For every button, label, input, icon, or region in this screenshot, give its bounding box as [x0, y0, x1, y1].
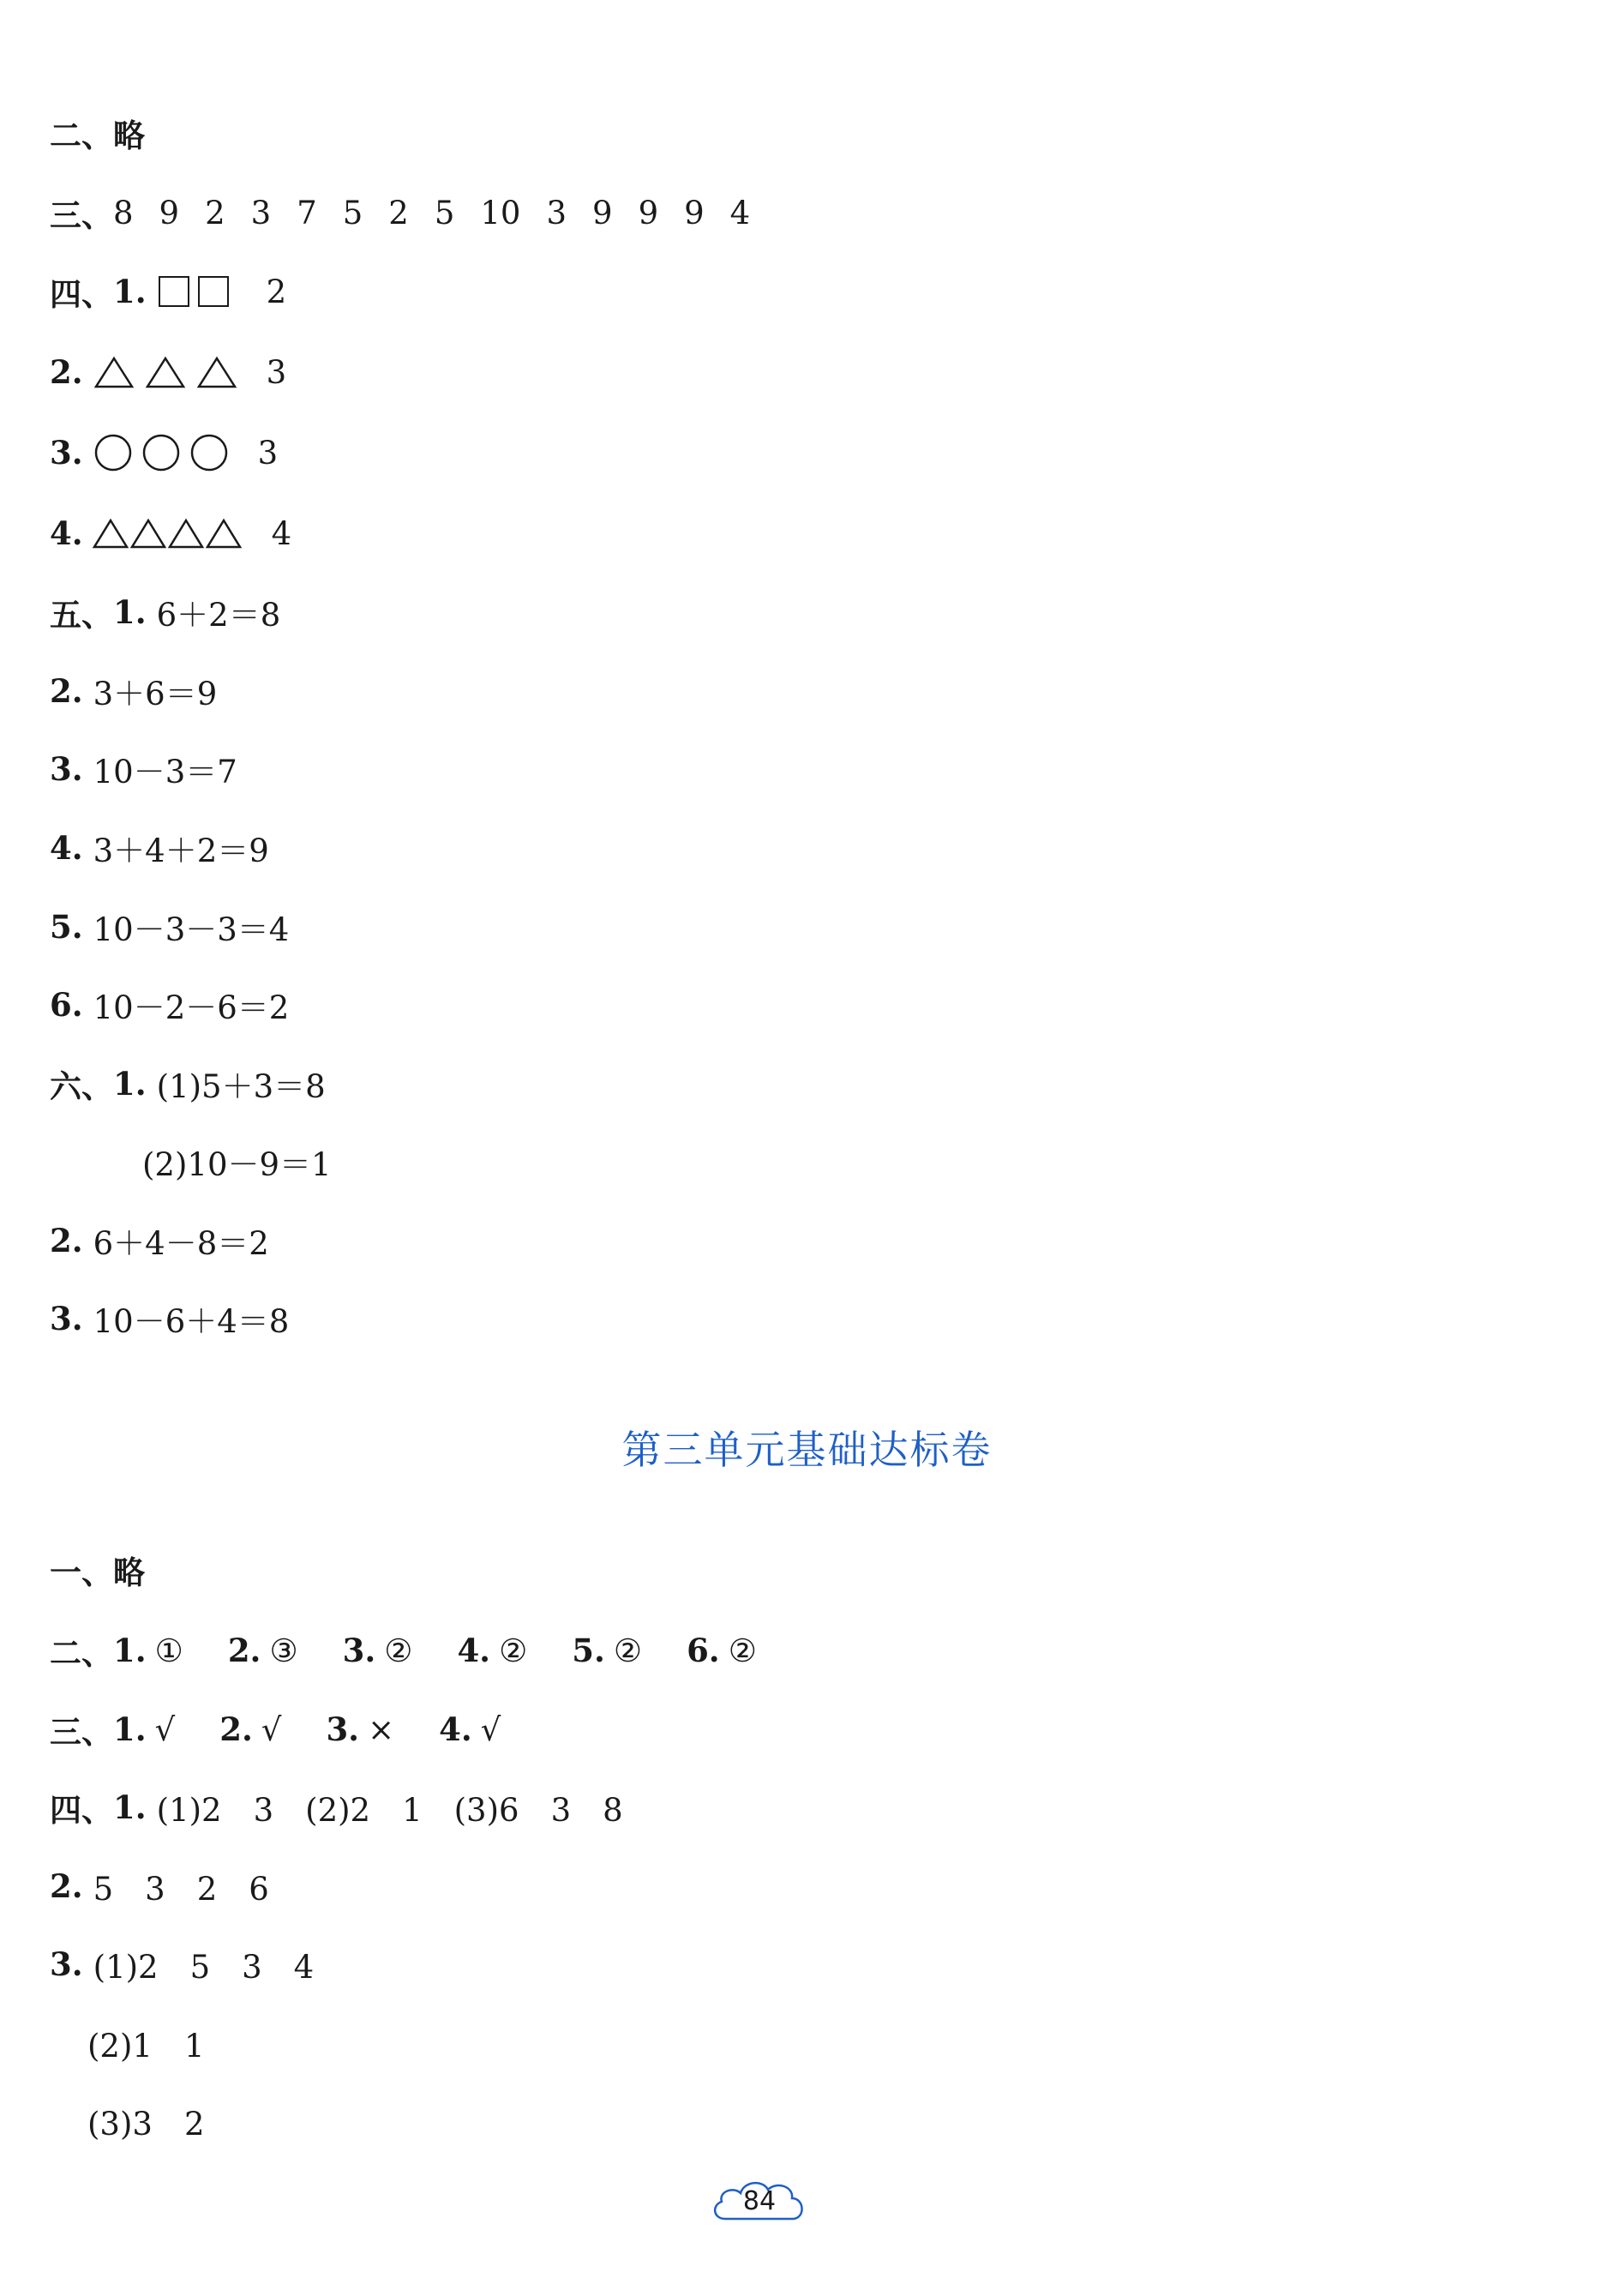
shape-count-answer: 3 [266, 353, 287, 391]
choice-value: ② [728, 1632, 757, 1669]
sec5-item-2 [50, 667, 217, 715]
sec6-item-1b [142, 1138, 332, 1186]
u3-s4-item-2 [50, 1862, 269, 1910]
u3-s1-label: 一、略 [50, 1554, 145, 1591]
u3-s4-label: 四、 [50, 1792, 113, 1829]
sec4-label: 四、 [50, 276, 113, 313]
triangle-icon [129, 517, 167, 550]
u3-s2-label: 二、 [50, 1635, 113, 1672]
shape-count-answer: 2 [266, 273, 287, 310]
sec4-item-4 [50, 509, 291, 557]
item-number: 1. [113, 1632, 147, 1669]
answer-text: 5 3 2 6 [93, 1871, 269, 1908]
item-number: 1. [113, 1710, 147, 1748]
item-number: 3. [50, 1945, 83, 1983]
judgement-answer [219, 1710, 281, 1748]
u3-s3-label: 三、 [50, 1714, 113, 1751]
sec4-item-1 [50, 267, 286, 316]
answer-text: (3)3 2 [87, 2106, 205, 2143]
sec3-value: 8 [113, 194, 134, 231]
equation: 3＋6＝9 [93, 676, 218, 712]
item-number: 5. [572, 1632, 605, 1669]
sec5-item-3 [50, 745, 237, 793]
square-icon [159, 276, 189, 307]
answer-text: (2)1 1 [87, 2028, 205, 2065]
choice-answer [457, 1632, 527, 1669]
equation: 10－6＋4＝8 [93, 1303, 290, 1340]
square-icon [198, 276, 229, 307]
item-number: 6. [50, 986, 83, 1024]
item-number: 4. [50, 829, 83, 867]
triangle-icon [92, 517, 129, 550]
sec3-value: 2 [205, 194, 225, 231]
circle-icon [189, 433, 229, 472]
choice-answer [343, 1632, 413, 1669]
equation: 10－2－6＝2 [93, 989, 290, 1026]
item-number: 5. [50, 908, 83, 946]
item-number: 3. [326, 1710, 360, 1748]
choice-value: ② [499, 1632, 528, 1669]
item-number: 3. [50, 750, 83, 788]
circle-icon [141, 433, 181, 472]
sec5-item-4 [50, 824, 269, 872]
shape-row [93, 433, 229, 472]
equation: 3＋4＋2＝9 [93, 832, 269, 869]
choice-answer [113, 1632, 183, 1669]
item-number: 2. [227, 1632, 261, 1669]
item-number: 2. [50, 353, 83, 391]
triangle-icon [145, 355, 186, 389]
item-number: 1. [113, 1788, 147, 1826]
sec3-label: 三、 [50, 197, 113, 234]
answer-text: (1)2 5 3 4 [93, 1949, 315, 1986]
sec5-item-1 [50, 588, 280, 636]
item-number: 3. [342, 1632, 376, 1669]
circle-icon [93, 433, 133, 472]
shape-row [93, 355, 237, 389]
answer-text: (1)2 3 (2)2 1 (3)6 3 8 [156, 1792, 623, 1829]
item-number: 4. [457, 1632, 491, 1669]
sec5-item-5 [50, 903, 289, 951]
sec3-value: 9 [638, 194, 659, 231]
sec5-label: 五、 [50, 597, 113, 634]
shape-count-answer: 4 [271, 514, 292, 552]
sec3-value: 7 [297, 194, 317, 231]
item-number: 1. [113, 1065, 147, 1103]
choice-value: ② [384, 1632, 413, 1669]
judgement-value: √ [261, 1710, 282, 1748]
judgement-answer [439, 1710, 501, 1748]
judgement-answer [326, 1710, 394, 1748]
equation: 10－3－3＝4 [93, 911, 290, 948]
u3-s4-item-3 [50, 1940, 314, 1988]
choice-value: ③ [269, 1632, 298, 1669]
equation: 6＋4－8＝2 [93, 1225, 269, 1262]
sec3-value: 5 [434, 194, 455, 231]
item-number: 2. [50, 672, 83, 710]
item-number: 6. [687, 1632, 720, 1669]
item-number: 4. [439, 1710, 472, 1748]
item-number: 1. [113, 273, 147, 310]
item-number: 2. [50, 1222, 83, 1259]
u3-s3-line [50, 1705, 545, 1753]
triangle-icon [93, 355, 135, 389]
u3-s4-item-3b [87, 2019, 205, 2067]
sec3-line [50, 189, 776, 237]
sec3-value: 9 [592, 194, 613, 231]
shape-count-answer: 3 [257, 434, 279, 472]
judgement-value: √ [154, 1710, 176, 1748]
sec6-item-1 [50, 1060, 326, 1108]
choice-value: ① [154, 1632, 183, 1669]
sec5-item-6 [50, 981, 289, 1029]
sec3-value: 2 [388, 194, 409, 231]
page-number: 84 [742, 2186, 777, 2216]
sec3-value: 3 [250, 194, 272, 231]
sec4-item-3 [50, 429, 278, 477]
sec4-item-2 [50, 348, 286, 396]
sec3-values [113, 195, 776, 231]
sec3-value: 3 [546, 194, 567, 231]
item-number: 1. [113, 593, 147, 631]
sec6-item-2 [50, 1217, 269, 1265]
item-number: 2. [50, 1867, 83, 1905]
sec3-value: 9 [159, 194, 180, 231]
sec3-value: 10 [480, 194, 521, 231]
u3-s4-item-1 [50, 1783, 623, 1831]
choice-answer [687, 1632, 757, 1669]
unit-title: 第三单元基础达标卷 [621, 1427, 993, 1473]
sec6-label: 六、 [50, 1068, 113, 1105]
shape-row [159, 276, 237, 307]
equation: (1)5＋3＝8 [156, 1068, 326, 1105]
u3-s4-item-3c [87, 2097, 205, 2145]
sec2-label: 二、略 [50, 117, 145, 154]
equation: (2)10－9＝1 [142, 1146, 332, 1183]
judgement-answer [113, 1710, 175, 1748]
judgement-value: × [368, 1710, 395, 1748]
shape-row [92, 517, 243, 550]
u3-s2-line [50, 1626, 801, 1674]
triangle-icon [205, 517, 243, 550]
sec3-value: 5 [342, 194, 363, 231]
sec2-line [50, 109, 145, 157]
page-number-badge [708, 2171, 811, 2231]
equation: 10－3＝7 [93, 754, 237, 790]
sec3-value: 9 [684, 194, 705, 231]
triangle-icon [167, 517, 205, 550]
choice-answer [228, 1632, 298, 1669]
choice-answer [572, 1632, 642, 1669]
u3-s1-line [50, 1546, 145, 1594]
sec6-item-3 [50, 1295, 289, 1343]
item-number: 4. [50, 514, 83, 552]
triangle-icon [196, 355, 237, 389]
item-number: 2. [219, 1710, 253, 1748]
sec3-value: 4 [729, 194, 751, 231]
item-number: 3. [50, 434, 83, 472]
choice-value: ② [613, 1632, 643, 1669]
judgement-value: √ [480, 1710, 501, 1748]
item-number: 3. [50, 1300, 83, 1337]
equation: 6＋2＝8 [156, 597, 281, 634]
